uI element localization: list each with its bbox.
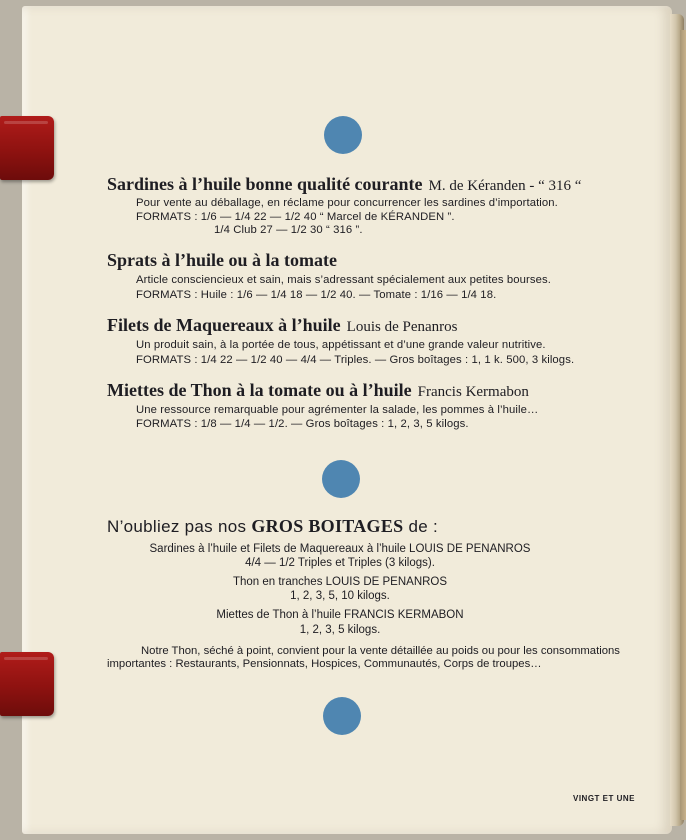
gros-note: Notre Thon, séché à point, convient pour la vente détaillée au poids ou pour les consommations importantes : Restaurants, Pensionnats, Hospices, Communautés, Corps de troupes… [107, 645, 620, 670]
section-formats: FORMATS : Huile : 1/6 — 1/4 18 — 1/2 40. — Tomate : 1/16 — 1/4 18. [136, 289, 497, 301]
gros-line: Miettes de Thon à l’huile FRANCIS KERMABON [216, 609, 464, 621]
section-title-sardines [107, 174, 581, 195]
blue-dot-middle [322, 460, 360, 498]
gros-line: 1, 2, 3, 5 kilogs. [299, 624, 381, 636]
section-title-maquereaux [107, 315, 458, 336]
section-title-text: Miettes de Thon à la tomate ou à l’huile [107, 380, 412, 400]
section-line: Pour vente au déballage, en réclame pour concurrencer les sardines d’importation. [136, 197, 558, 209]
section-author: Francis Kermabon [417, 384, 529, 400]
gros-line: Thon en tranches LOUIS DE PENANROS [232, 576, 448, 588]
blue-dot-bottom [323, 697, 361, 735]
binder-clip-top [0, 116, 54, 180]
section-formats: FORMATS : 1/6 — 1/4 22 — 1/2 40 “ Marcel de KÉRANDEN ”. [136, 211, 455, 223]
section-formats: FORMATS : 1/8 — 1/4 — 1/2. — Gros boîtages : 1, 2, 3, 5 kilogs. [136, 418, 469, 430]
section-title-text: Sardines à l’huile bonne qualité courante [107, 174, 423, 194]
page-footer: VINGT ET UNE [573, 794, 636, 803]
section-formats-continued: 1/4 Club 27 — 1/2 30 “ 316 ”. [214, 224, 363, 236]
section-line: Article consciencieux et sain, mais s’adressant spécialement aux petites bourses. [136, 274, 551, 286]
section-title-thon [107, 380, 529, 401]
gros-line: 4/4 — 1/2 Triples et Triples (3 kilogs). [245, 557, 435, 569]
gros-boitages-heading [107, 516, 438, 537]
heading-prefix: N’oubliez pas nos [107, 517, 247, 536]
section-line: Une ressource remarquable pour agrémenter la salade, les pommes à l’huile… [136, 404, 539, 416]
section-title-sprats [107, 250, 337, 271]
gros-line: Sardines à l’huile et Filets de Maquereaux à l’huile LOUIS DE PENANROS [149, 543, 531, 555]
section-title-text: Sprats à l’huile ou à la tomate [107, 250, 338, 270]
section-line: Un produit sain, à la portée de tous, appétissant et d’une grande valeur nutritive. [136, 339, 546, 351]
section-formats: FORMATS : 1/4 22 — 1/2 40 — 4/4 — Triples. — Gros boîtages : 1, 1 k. 500, 3 kilogs. [136, 354, 575, 366]
page-edge-shadow [680, 30, 686, 820]
section-title-text: Filets de Maquereaux à l’huile [107, 315, 341, 335]
heading-bold: GROS BOITAGES [251, 516, 404, 536]
heading-suffix: de : [408, 517, 439, 536]
gros-line: 1, 2, 3, 5, 10 kilogs. [290, 590, 390, 602]
blue-dot-top [324, 116, 362, 154]
section-author: Louis de Penanros [346, 319, 458, 335]
binder-clip-bottom [0, 652, 54, 716]
section-author: M. de Kéranden - “ 316 “ [428, 178, 582, 194]
